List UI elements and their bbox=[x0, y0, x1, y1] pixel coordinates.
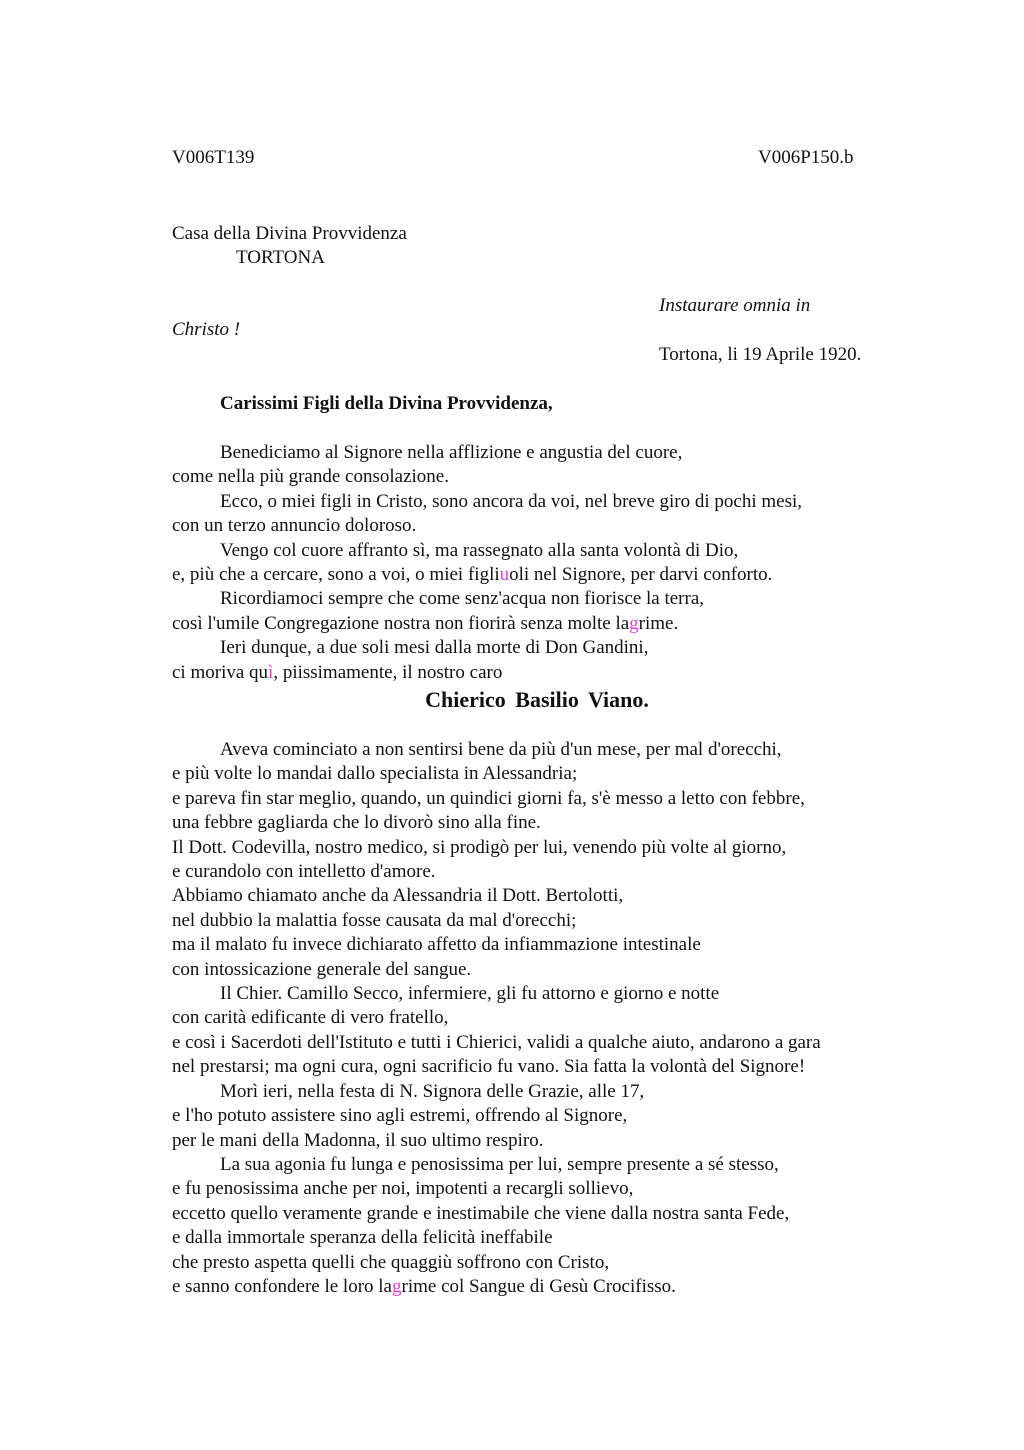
intro-paragraph bbox=[172, 441, 932, 685]
deceased-name-heading: Chierico Basilio Viano. bbox=[425, 687, 649, 712]
text-line: nel dubbio la malattia fosse causata da mal d'orecchi; bbox=[172, 909, 577, 931]
text-line: nel prestarsi; ma ogni cura, ogni sacrificio fu vano. Sia fatta la volontà del Signore! bbox=[172, 1056, 806, 1078]
salutation: Carissimi Figli della Divina Provvidenza, bbox=[220, 393, 553, 414]
correction-mark: g bbox=[629, 612, 639, 634]
body-paragraph bbox=[172, 738, 932, 1299]
text-line: e curandolo con intelletto d'amore. bbox=[172, 861, 436, 883]
text-line: Ieri dunque, a due soli mesi dalla morte di Don Gandini, bbox=[220, 637, 649, 659]
text-line: eccetto quello veramente grande e inestimabile che viene dalla nostra santa Fede, bbox=[172, 1202, 790, 1224]
text-line: e pareva fin star meglio, quando, un quindici giorni fa, s'è messo a letto con febbre, bbox=[172, 787, 805, 809]
letterhead-institution: Casa della Divina Provvidenza bbox=[172, 223, 407, 244]
text-line: Morì ieri, nella festa di N. Signora delle Grazie, alle 17, bbox=[220, 1080, 645, 1102]
text-line: e dalla immortale speranza della felicità ineffabile bbox=[172, 1227, 553, 1249]
document-ref-right: V006P150.b bbox=[758, 147, 854, 168]
text-line: e così i Sacerdoti dell'Istituto e tutti i Chierici, validi a qualche aiuto, andarono a gara bbox=[172, 1031, 821, 1053]
document-ref-left: V006T139 bbox=[172, 147, 255, 168]
text-line: e l'ho potuto assistere sino agli estremi, offrendo al Signore, bbox=[172, 1105, 628, 1127]
text-line: e fu penosissima anche per noi, impotenti a recargli sollievo, bbox=[172, 1178, 634, 1200]
correction-mark: ì bbox=[268, 661, 274, 683]
text-line: e sanno confondere le loro lagrime col Sangue di Gesù Crocifisso. bbox=[172, 1275, 676, 1297]
letterhead bbox=[172, 222, 407, 270]
text-line: e più volte lo mandai dallo specialista in Alessandria; bbox=[172, 763, 578, 785]
text-line: ci moriva quì, piissimamente, il nostro caro bbox=[172, 661, 503, 683]
motto-part-2: Christo ! bbox=[172, 319, 241, 340]
text-line: così l'umile Congregazione nostra non fiorirà senza molte lagrime. bbox=[172, 612, 679, 634]
text-line: Ricordiamoci sempre che come senz'acqua non fiorisce la terra, bbox=[220, 588, 705, 610]
correction-mark: g bbox=[392, 1275, 402, 1297]
text-line: Abbiamo chiamato anche da Alessandria il Dott. Bertolotti, bbox=[172, 885, 624, 907]
text-line: che presto aspetta quelli che quaggiù soffrono con Cristo, bbox=[172, 1251, 610, 1273]
text-line: per le mani della Madonna, il suo ultimo respiro. bbox=[172, 1129, 544, 1151]
text-line: con carità edificante di vero fratello, bbox=[172, 1007, 449, 1029]
text-line: come nella più grande consolazione. bbox=[172, 466, 449, 488]
text-line: Vengo col cuore affranto sì, ma rassegnato alla santa volontà di Dio, bbox=[220, 539, 739, 561]
text-line: ma il malato fu invece dichiarato affetto da infiammazione intestinale bbox=[172, 934, 701, 956]
text-line: Il Chier. Camillo Secco, infermiere, gli fu attorno e giorno e notte bbox=[220, 983, 720, 1005]
motto-part-1: Instaurare omnia in bbox=[659, 295, 811, 316]
letter-date: Tortona, li 19 Aprile 1920. bbox=[659, 344, 862, 365]
text-line: La sua agonia fu lunga e penosissima per lui, sempre presente a sé stesso, bbox=[220, 1153, 779, 1175]
letterhead-city: TORTONA bbox=[236, 247, 325, 268]
text-line: Benediciamo al Signore nella afflizione e angustia del cuore, bbox=[220, 442, 683, 463]
text-line: Il Dott. Codevilla, nostro medico, si prodigò per lui, venendo più volte al giorno, bbox=[172, 836, 787, 858]
text-line: Aveva cominciato a non sentirsi bene da più d'un mese, per mal d'orecchi, bbox=[220, 739, 782, 760]
text-line: una febbre gagliarda che lo divorò sino alla fine. bbox=[172, 812, 541, 834]
text-line: con intossicazione generale del sangue. bbox=[172, 958, 472, 980]
correction-mark: u bbox=[499, 564, 510, 586]
text-line: Ecco, o miei figli in Cristo, sono ancora da voi, nel breve giro di pochi mesi, bbox=[220, 490, 803, 512]
text-line: con un terzo annuncio doloroso. bbox=[172, 515, 417, 537]
text-line: e, più che a cercare, sono a voi, o miei figliuoli nel Signore, per darvi conforto. bbox=[172, 564, 773, 586]
